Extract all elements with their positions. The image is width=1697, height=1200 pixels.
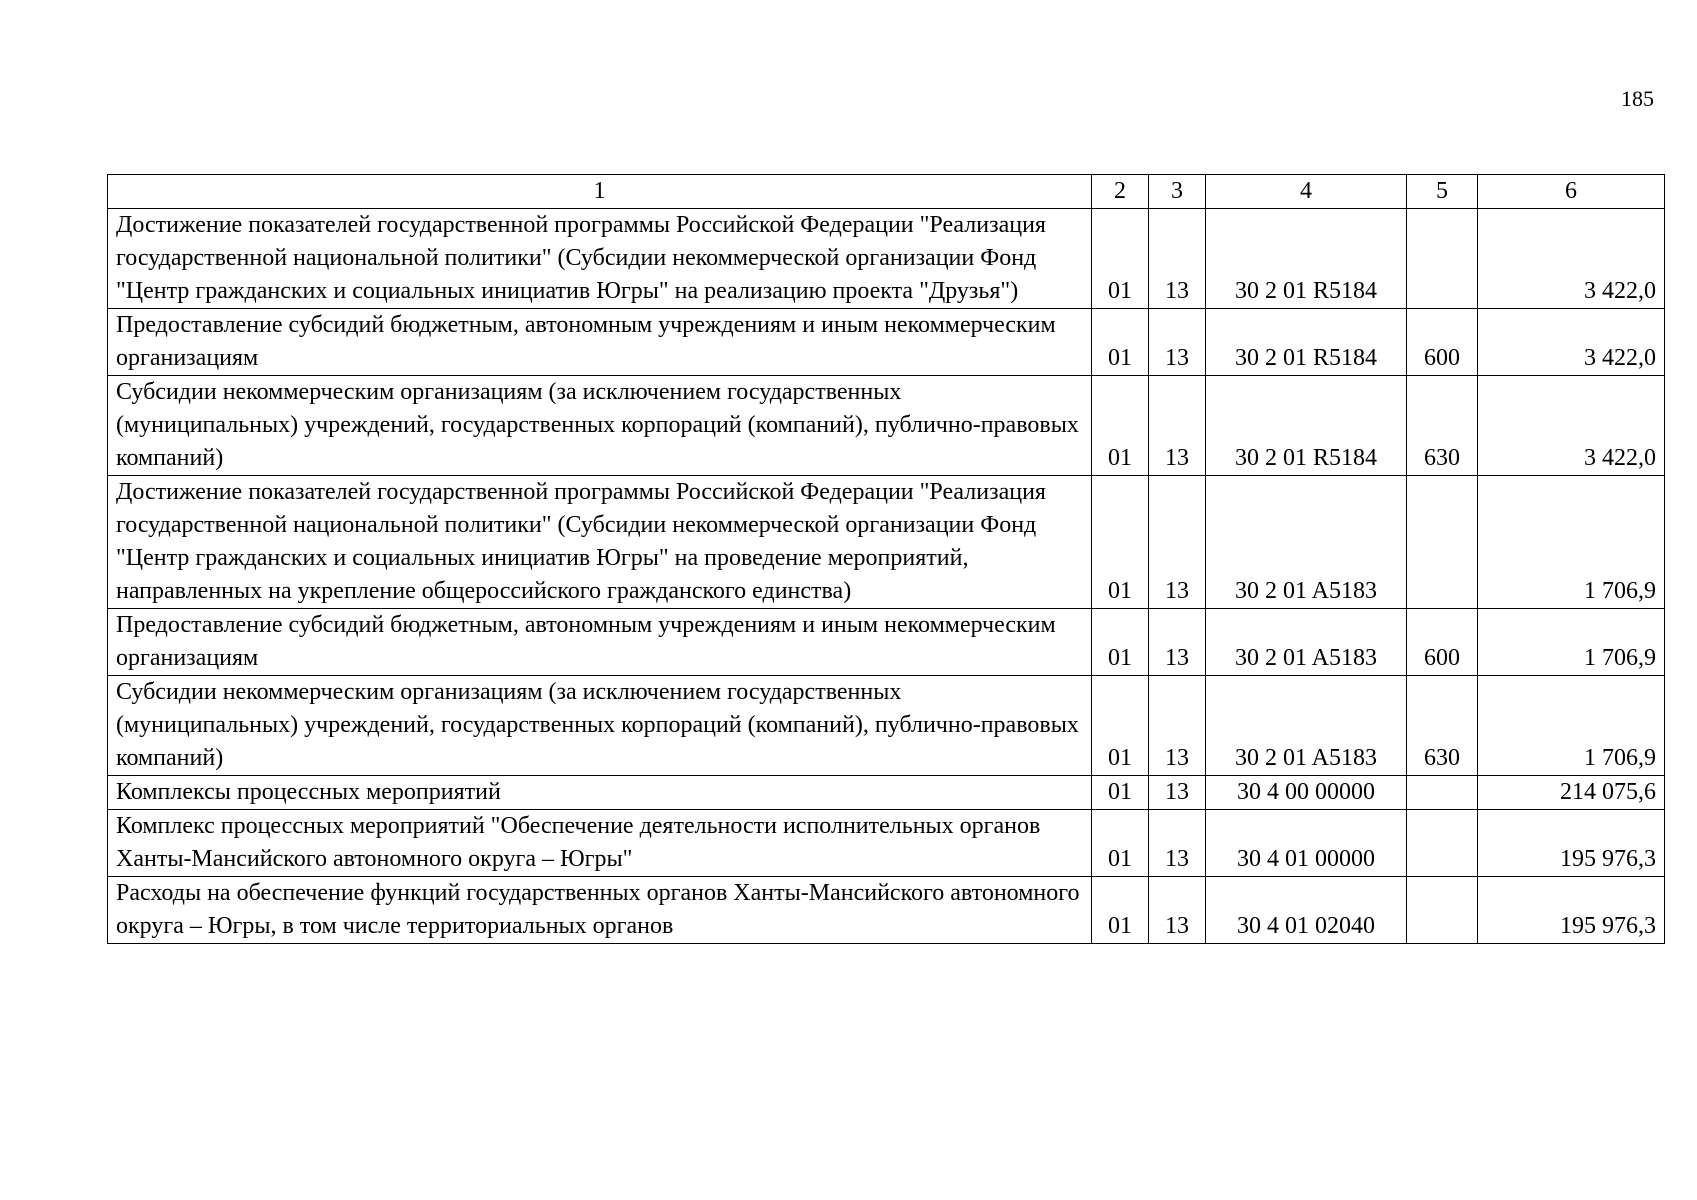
- table-row: [108, 309, 1665, 376]
- row-section: 01: [1092, 810, 1149, 877]
- row-name: Предоставление субсидий бюджетным, автономным учреждениям и иным некоммерческим организациям: [108, 309, 1092, 376]
- row-target-article: 30 2 01 R5184: [1206, 209, 1407, 309]
- table-row: [108, 476, 1665, 609]
- row-section: 01: [1092, 376, 1149, 476]
- row-target-article: 30 2 01 A5183: [1206, 609, 1407, 676]
- table-row: [108, 676, 1665, 776]
- row-sum: 1 706,9: [1478, 676, 1665, 776]
- row-sum: 214 075,6: [1478, 776, 1665, 810]
- row-sum: 1 706,9: [1478, 609, 1665, 676]
- row-subsection: 13: [1149, 776, 1206, 810]
- row-subsection: 13: [1149, 810, 1206, 877]
- row-target-article: 30 4 01 00000: [1206, 810, 1407, 877]
- row-expense-type: 630: [1407, 676, 1478, 776]
- row-expense-type: [1407, 209, 1478, 309]
- column-header-4: 4: [1206, 175, 1407, 209]
- row-name: Комплексы процессных мероприятий: [108, 776, 1092, 810]
- table-row: [108, 776, 1665, 810]
- row-sum: 3 422,0: [1478, 209, 1665, 309]
- column-header-6: 6: [1478, 175, 1665, 209]
- row-target-article: 30 2 01 A5183: [1206, 676, 1407, 776]
- row-target-article: 30 2 01 A5183: [1206, 476, 1407, 609]
- row-subsection: 13: [1149, 609, 1206, 676]
- row-section: 01: [1092, 676, 1149, 776]
- row-name: Предоставление субсидий бюджетным, автономным учреждениям и иным некоммерческим организациям: [108, 609, 1092, 676]
- page-number: 185: [1621, 86, 1654, 111]
- row-expense-type: 630: [1407, 376, 1478, 476]
- header-row: [108, 175, 1665, 209]
- row-sum: 3 422,0: [1478, 376, 1665, 476]
- column-header-1: 1: [108, 175, 1092, 209]
- row-expense-type: [1407, 810, 1478, 877]
- row-expense-type: [1407, 476, 1478, 609]
- row-section: 01: [1092, 877, 1149, 944]
- row-subsection: 13: [1149, 209, 1206, 309]
- row-section: 01: [1092, 309, 1149, 376]
- table-row: [108, 209, 1665, 309]
- row-expense-type: 600: [1407, 609, 1478, 676]
- row-target-article: 30 2 01 R5184: [1206, 376, 1407, 476]
- row-name: Достижение показателей государственной программы Российской Федерации "Реализация государственной национальной политики" (Субсидии некоммерческой организации Фонд "Центр гражданских и социальных инициатив Югры" на проведение мероприятий, направленных на укрепление общероссийского гражданского единства): [108, 476, 1092, 609]
- row-section: 01: [1092, 609, 1149, 676]
- row-target-article: 30 2 01 R5184: [1206, 309, 1407, 376]
- row-name: Субсидии некоммерческим организациям (за исключением государственных (муниципальных) учреждений, государственных корпораций (компаний), публично-правовых компаний): [108, 676, 1092, 776]
- row-sum: 1 706,9: [1478, 476, 1665, 609]
- row-subsection: 13: [1149, 676, 1206, 776]
- table-row: [108, 810, 1665, 877]
- row-expense-type: [1407, 776, 1478, 810]
- column-header-2: 2: [1092, 175, 1149, 209]
- table-row: [108, 877, 1665, 944]
- table-row: [108, 609, 1665, 676]
- budget-table: [107, 174, 1665, 944]
- row-subsection: 13: [1149, 376, 1206, 476]
- column-header-5: 5: [1407, 175, 1478, 209]
- row-sum: 195 976,3: [1478, 810, 1665, 877]
- row-section: 01: [1092, 209, 1149, 309]
- row-subsection: 13: [1149, 309, 1206, 376]
- row-subsection: 13: [1149, 877, 1206, 944]
- row-section: 01: [1092, 776, 1149, 810]
- row-name: Достижение показателей государственной программы Российской Федерации "Реализация государственной национальной политики" (Субсидии некоммерческой организации Фонд "Центр гражданских и социальных инициатив Югры" на реализацию проекта "Друзья"): [108, 209, 1092, 309]
- table-row: [108, 376, 1665, 476]
- row-expense-type: [1407, 877, 1478, 944]
- row-sum: 195 976,3: [1478, 877, 1665, 944]
- row-name: Субсидии некоммерческим организациям (за исключением государственных (муниципальных) учреждений, государственных корпораций (компаний), публично-правовых компаний): [108, 376, 1092, 476]
- column-header-3: 3: [1149, 175, 1206, 209]
- row-sum: 3 422,0: [1478, 309, 1665, 376]
- row-name: Расходы на обеспечение функций государственных органов Ханты-Мансийского автономного округа – Югры, в том числе территориальных органов: [108, 877, 1092, 944]
- row-expense-type: 600: [1407, 309, 1478, 376]
- row-name: Комплекс процессных мероприятий "Обеспечение деятельности исполнительных органов Ханты-Мансийского автономного округа – Югры": [108, 810, 1092, 877]
- row-target-article: 30 4 01 02040: [1206, 877, 1407, 944]
- row-subsection: 13: [1149, 476, 1206, 609]
- row-section: 01: [1092, 476, 1149, 609]
- row-target-article: 30 4 00 00000: [1206, 776, 1407, 810]
